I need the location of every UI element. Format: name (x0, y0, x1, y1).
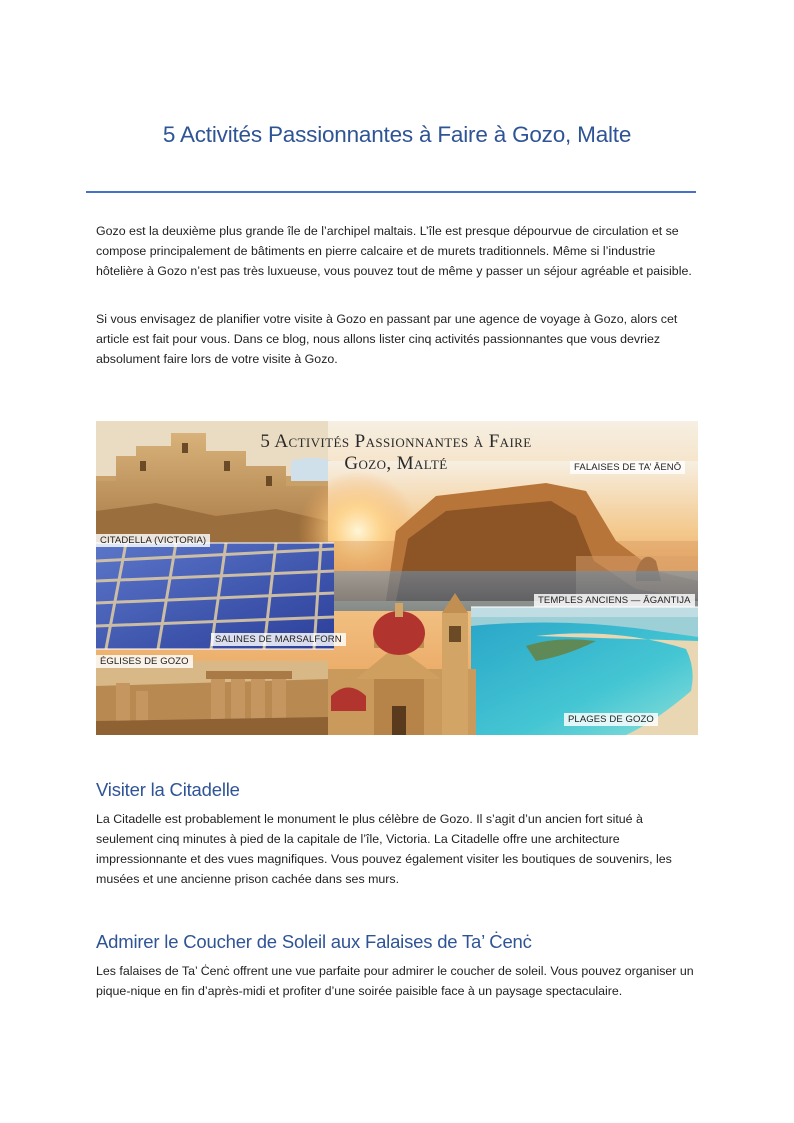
title-divider (86, 191, 696, 193)
page-title: 5 Activités Passionnantes à Faire à Gozo, Malte (162, 122, 632, 147)
intro-paragraph-2: Si vous envisagez de planifier votre visite à Gozo en passant par une agence de voyage à Gozo, alors cet article est fait pour vous. Dans ce blog, nous allons lister cinq activités passionnantes que vous devriez absolument faire lors de votre visite à Gozo. (96, 312, 678, 366)
caption-plages: PLAGES DE GOZO (564, 713, 658, 726)
caption-salines: SALINES DE MARSALFORN (211, 633, 346, 646)
hero-title: 5 Activités Passionnantes à Faire Gozo, Malté (260, 431, 532, 474)
section-heading-citadelle: Visiter la Citadelle (96, 779, 240, 800)
caption-eglises: ÉGLISES DE GOZO (96, 655, 193, 668)
section-body-citadelle: La Citadelle est probablement le monument le plus célèbre de Gozo. Il s’agit d’un ancien fort situé à seulement cinq minutes à pied de la capitale de l’île, Victoria. La Citadelle offre une architecture impressionnante et des vues magnifiques. Vous pouvez également visiter les boutiques de souvenirs, les musées et une ancienne prison cachée dans ses murs. (96, 812, 672, 886)
caption-temples: TEMPLES ANCIENS — ĀGANTIJA (534, 594, 695, 607)
section-heading-falaises: Admirer le Coucher de Soleil aux Falaises de Ta’ Ċenċ (96, 931, 532, 952)
intro-paragraph-1: Gozo est la deuxième plus grande île de l’archipel maltais. L’île est presque dépourvue de circulation et se compose principalement de bâtiments en pierre calcaire et de murets traditionnels. Même si l’industrie hôtelière à Gozo n’est pas très luxueuse, vous pouvez tout de même y passer un séjour agréable et paisible. (96, 224, 692, 278)
caption-citadella: CITADELLA (VICTORIA) (96, 534, 210, 547)
hero-collage-image (96, 421, 698, 735)
section-body-falaises: Les falaises de Ta’ Ċenċ offrent une vue parfaite pour admirer le coucher de soleil. Vous pouvez organiser un pique-nique en fin d’après-midi et profiter d’une soirée paisible face à un paysage spectaculaire. (96, 964, 694, 998)
caption-falaises: FALAISES DE TA’ ĀENŌ (570, 461, 685, 474)
